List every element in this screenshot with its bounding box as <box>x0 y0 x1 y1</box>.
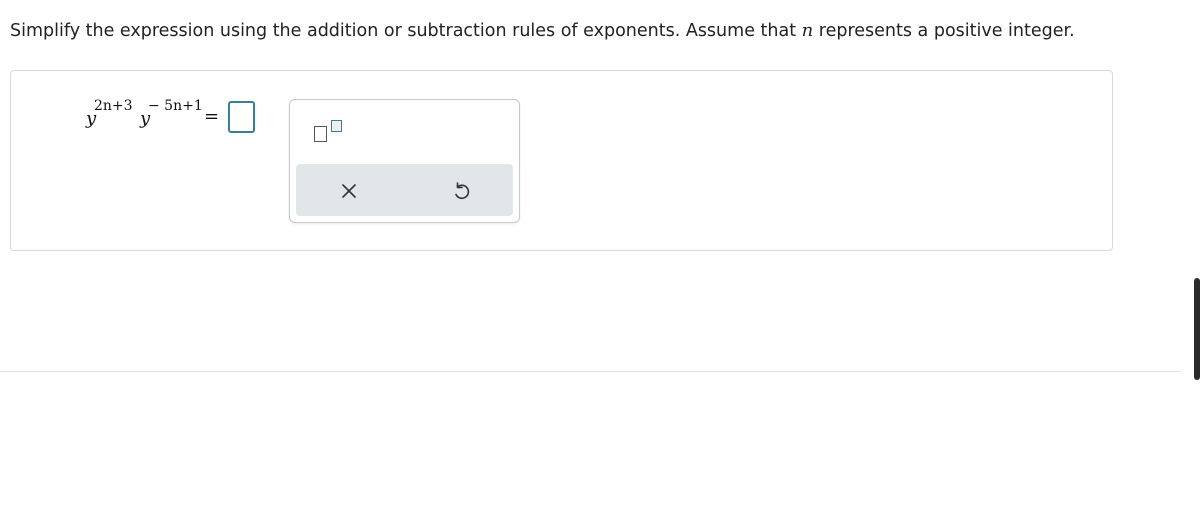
answer-input[interactable] <box>228 101 255 133</box>
expression-exponent-2-text: − 5n+1 <box>148 98 203 114</box>
instructions-variable: n <box>801 20 814 41</box>
problem-instructions <box>10 20 1075 41</box>
expression-exponent-2 <box>148 98 203 114</box>
section-divider <box>0 371 1181 372</box>
equals-sign: = <box>204 106 220 127</box>
close-icon <box>336 178 362 204</box>
palette-action-bar <box>296 164 513 216</box>
expression-exponent-1-text: 2n+3 <box>94 98 133 114</box>
clear-button[interactable] <box>336 178 362 204</box>
expression-base-2: y <box>140 108 151 129</box>
instructions-text-before: Simplify the expression using the addition or subtraction rules of exponents. Assume that <box>10 21 802 41</box>
instructions-text-after: represents a positive integer. <box>813 21 1075 41</box>
template-base-box <box>314 126 327 142</box>
undo-button[interactable] <box>448 178 474 204</box>
exponent-template-button[interactable] <box>314 119 350 145</box>
expression-base-1: y <box>86 108 97 129</box>
undo-icon <box>448 178 474 204</box>
template-exponent-box <box>331 120 342 132</box>
math-palette <box>289 99 520 223</box>
expression-exponent-1 <box>94 98 133 114</box>
page-scrollbar[interactable] <box>1194 278 1200 380</box>
